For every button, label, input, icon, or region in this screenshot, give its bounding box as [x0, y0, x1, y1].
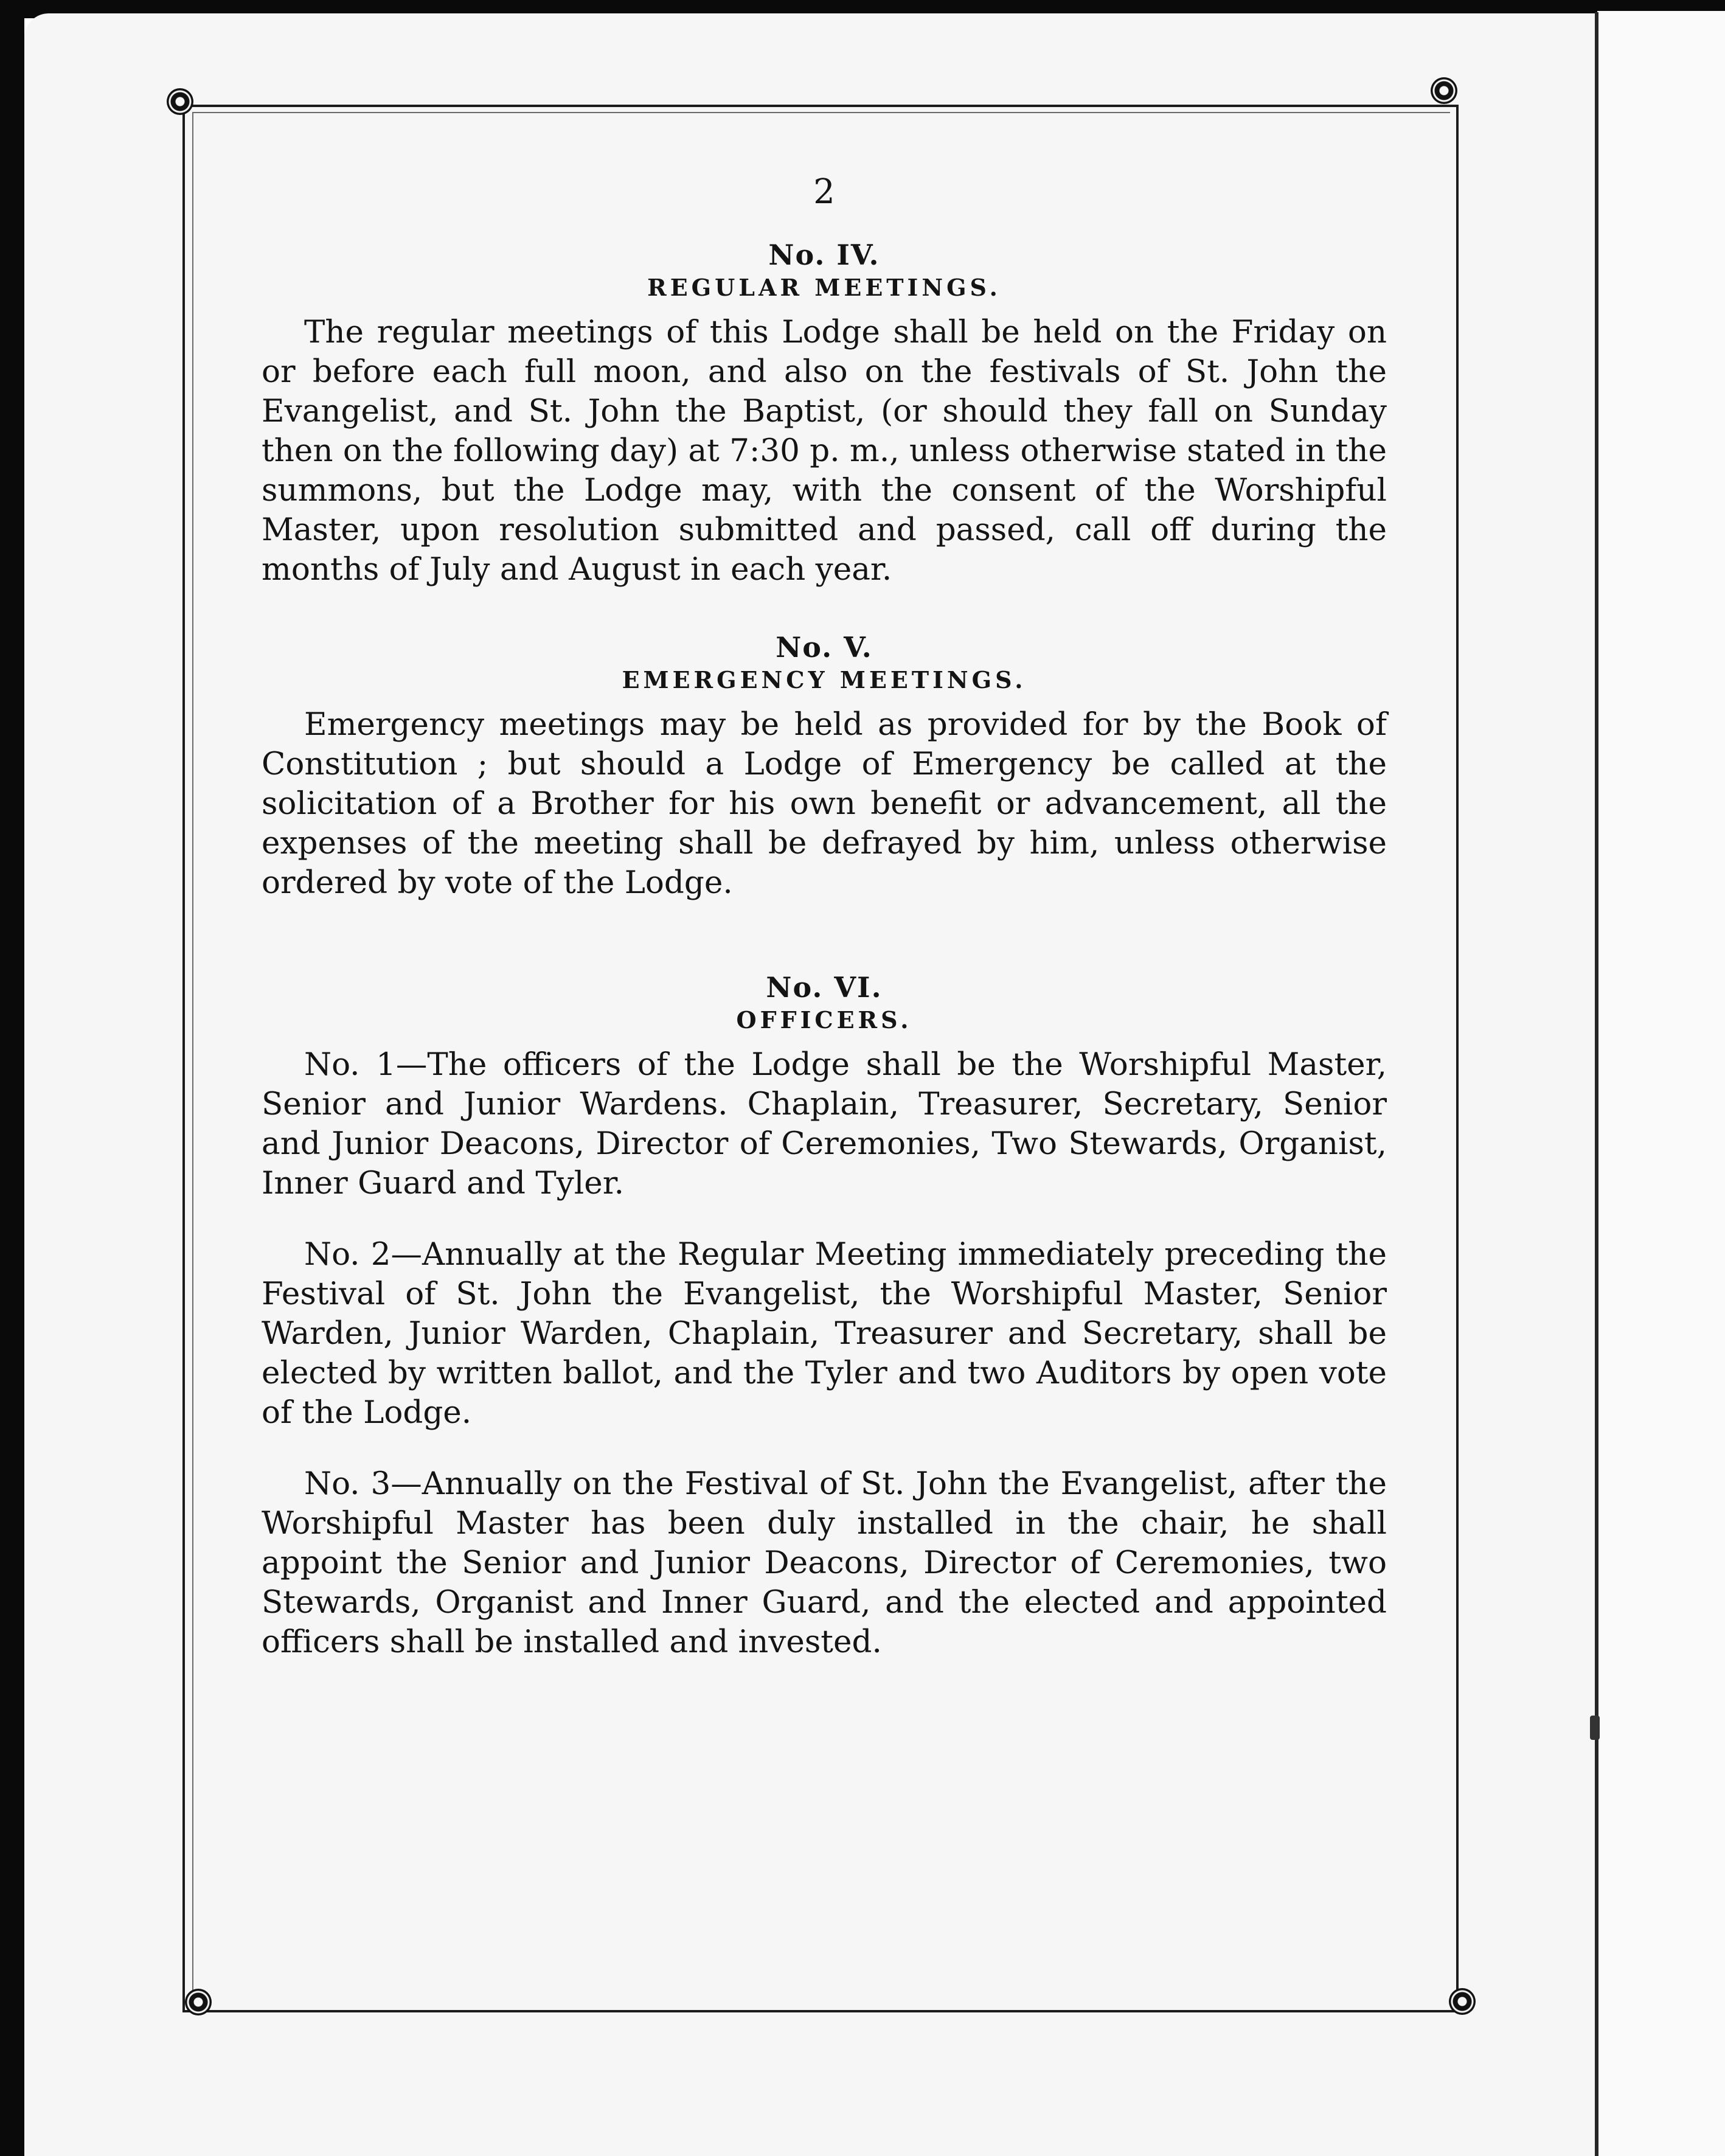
paragraph-spacer: [262, 1433, 1387, 1464]
section-number: No. VI.: [766, 971, 883, 1004]
section-spacer: [262, 903, 1387, 970]
section-regular-meetings: [262, 237, 1387, 589]
corner-rosette-icon: [167, 88, 193, 115]
section-title: REGULAR MEETINGS.: [647, 274, 1001, 301]
corner-rosette-icon: [185, 1989, 212, 2015]
section-title: EMERGENCY MEETINGS.: [622, 666, 1027, 694]
facing-page-edge: [1597, 11, 1725, 2156]
section-title: OFFICERS.: [736, 1006, 912, 1034]
section-paragraph: The regular meetings of this Lodge shall be held on the Friday on or before each full moon, and also on the festivals of St. John the Evangelist, and St. John the Baptist, (or should they fall on Sunday then on the following day) at 7:30 p. m., unless otherwise stated in the summons, but the Lodge may, with the consent of the Worshipful Master, upon resolution submitted and passed, call off during the months of July and August in each year.: [262, 314, 1387, 588]
section-number: No. IV.: [768, 238, 880, 271]
corner-rosette-icon: [1449, 1988, 1476, 2015]
paragraph-spacer: [262, 1203, 1387, 1235]
scan-edge-left: [0, 0, 24, 2156]
corner-rosette-icon: [1431, 77, 1457, 104]
clause-2: No. 2—Annually at the Regular Meeting immediately preceding the Festival of St. John the Evangelist, the Worshipful Master, Senior Warden, Junior Warden, Chaplain, Treasurer and Secretary, shall be elected by written ballot, and the Tyler and two Auditors by open vote of the Lodge.: [262, 1236, 1387, 1431]
section-number: No. V.: [776, 631, 873, 664]
page-fold-line: [1595, 12, 1598, 2156]
page-number: 2: [813, 172, 835, 212]
section-officers: [262, 970, 1387, 1662]
section-spacer: [262, 589, 1387, 630]
section-paragraph: Emergency meetings may be held as provided for by the Book of Constitution ; but should a Lodge of Emergency be called at the solicitation of a Brother for his own benefit or advancement, all the expenses of the meeting shall be defrayed by him, unless otherwise ordered by vote of the Lodge.: [262, 706, 1387, 901]
page-content: [262, 170, 1387, 1662]
fold-mark: [1590, 1716, 1600, 1740]
clause-3: No. 3—Annually on the Festival of St. John the Evangelist, after the Worshipful Master has been duly installed in the chair, he shall appoint the Senior and Junior Deacons, Director of Ceremonies, two Stewards, Organist and Inner Guard, and the elected and appointed officers shall be installed and invested.: [262, 1466, 1387, 1660]
section-emergency-meetings: [262, 630, 1387, 903]
clause-1: No. 1—The officers of the Lodge shall be the Worshipful Master, Senior and Junior Wardens. Chaplain, Treasurer, Secretary, Senior and Junior Deacons, Director of Ceremonies, Two Stewards, Organist, Inner Guard and Tyler.: [262, 1046, 1387, 1201]
